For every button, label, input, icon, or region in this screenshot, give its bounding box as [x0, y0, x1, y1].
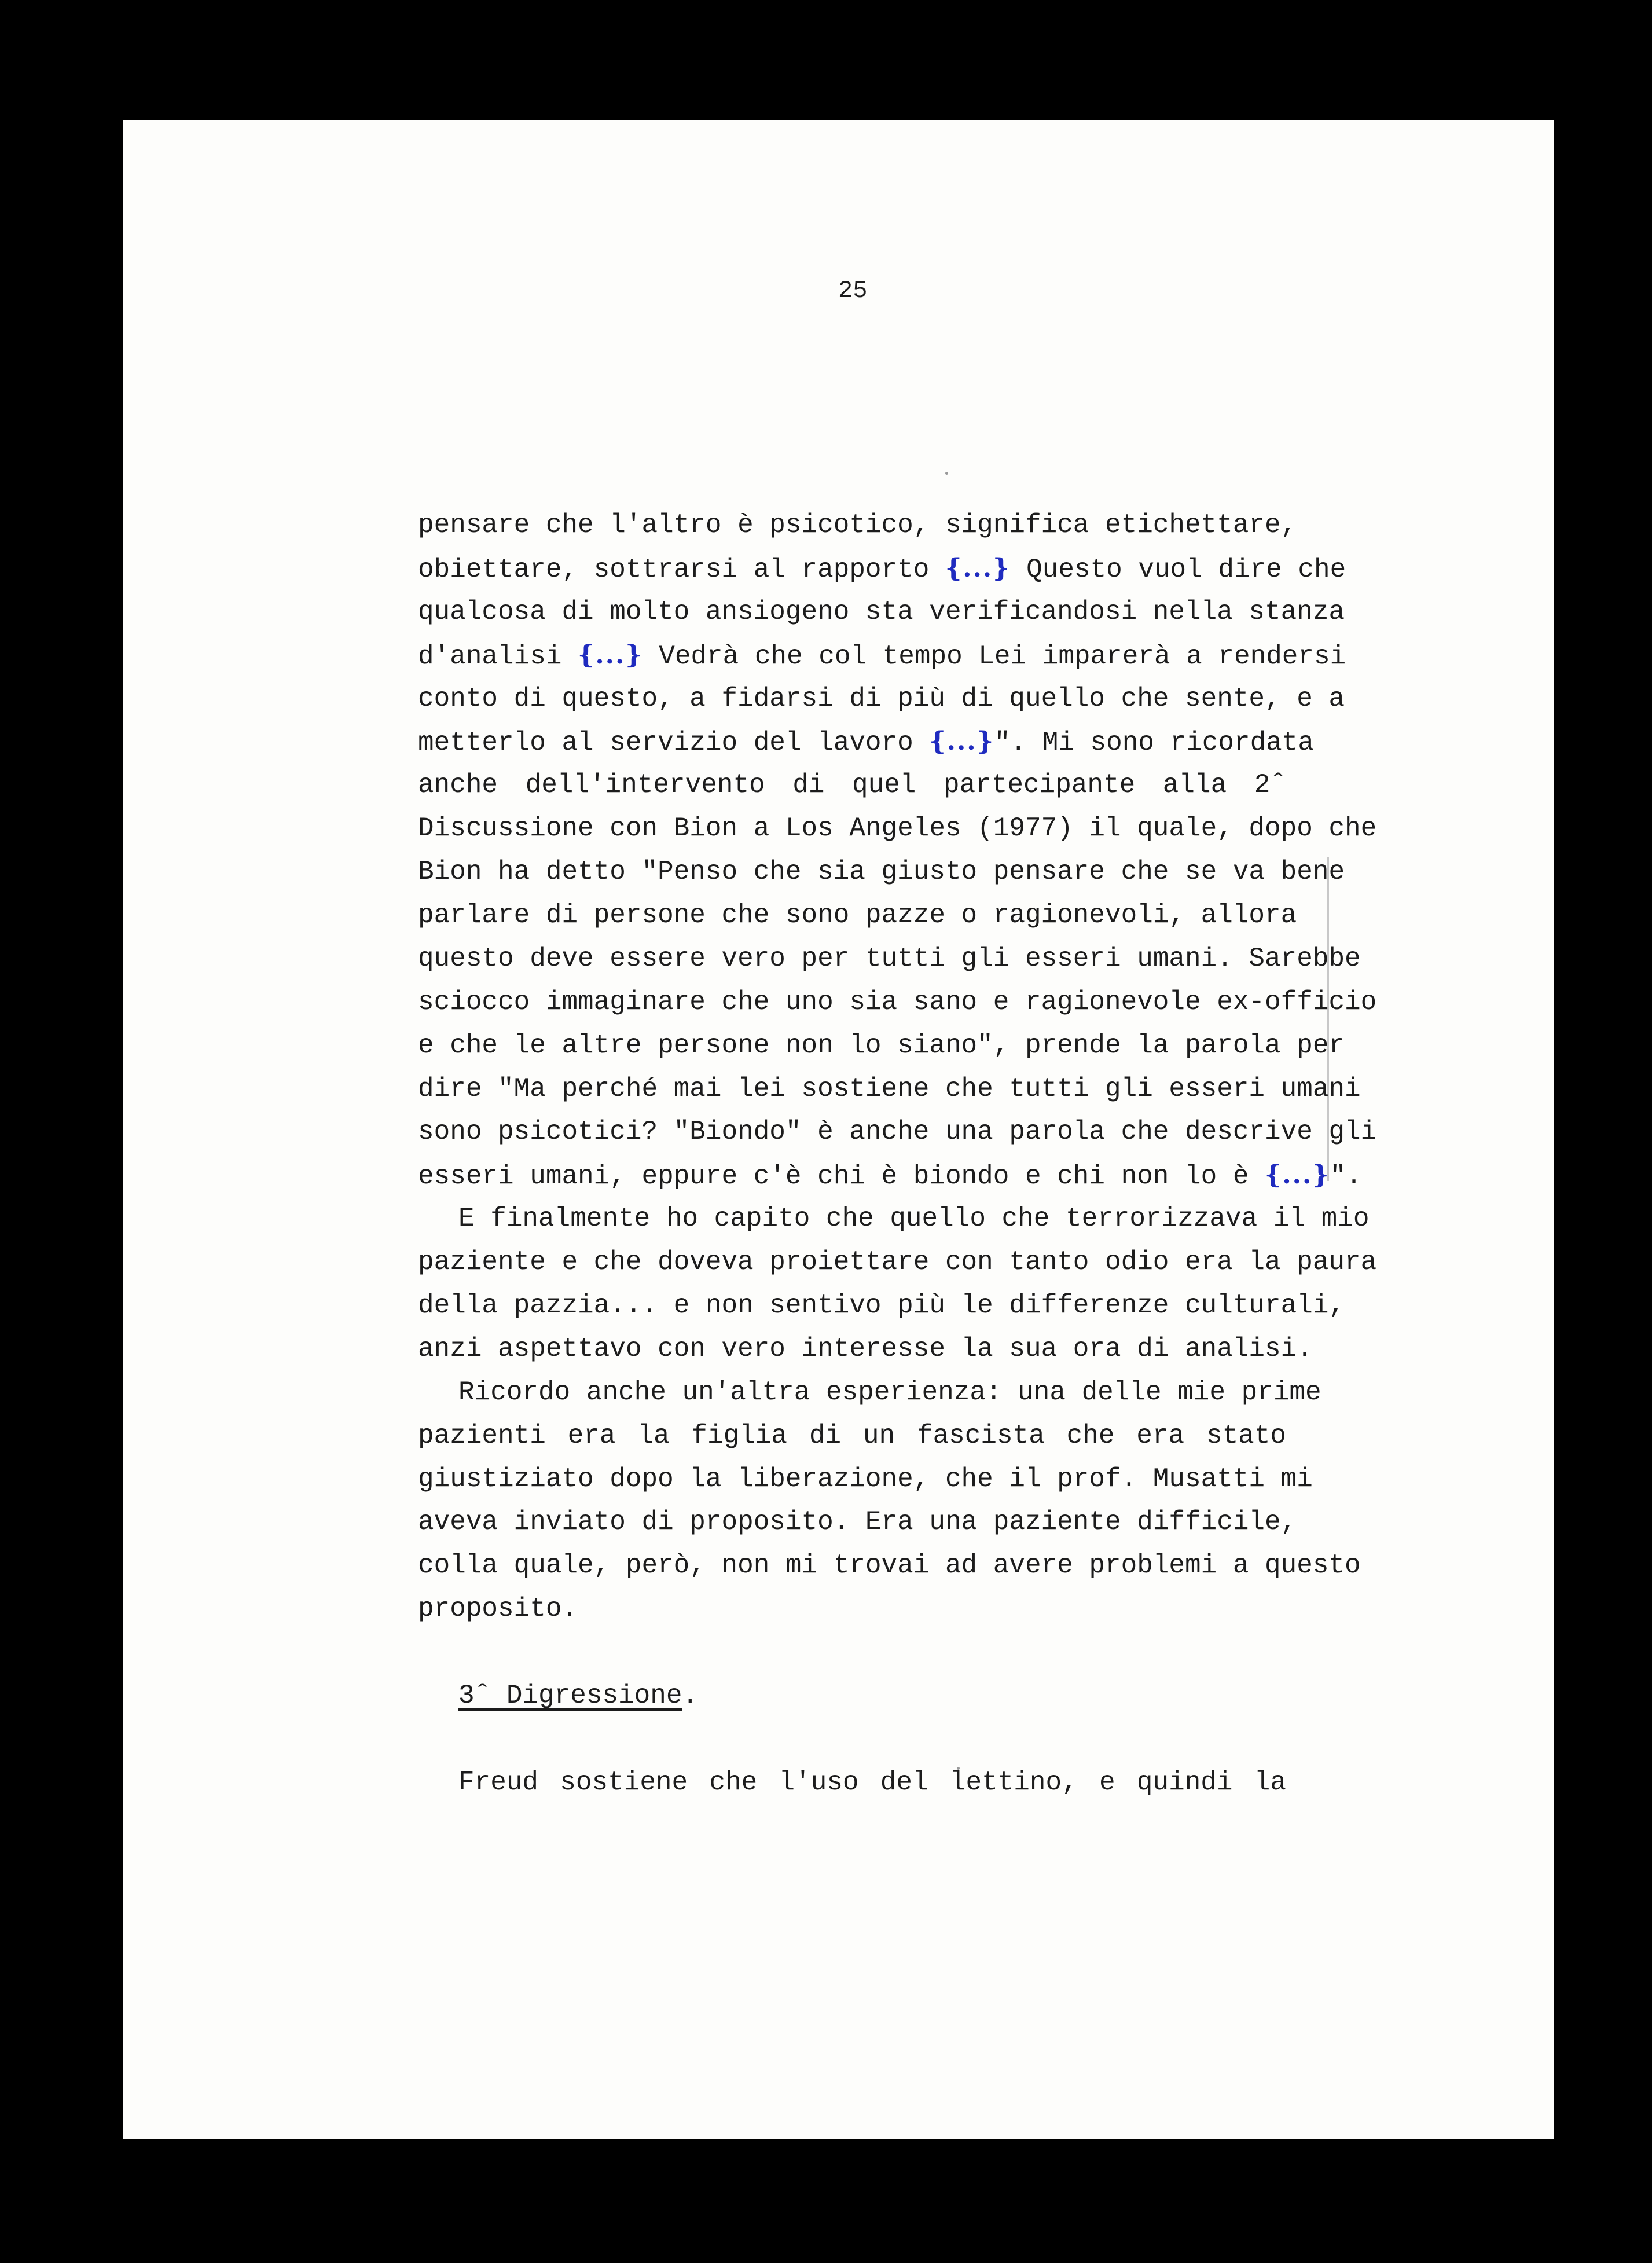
handwritten-ellipsis-mark: {...} [929, 727, 994, 757]
text-line: E finalmente ho capito che quello che terrorizzava il mio [458, 1204, 1370, 1234]
text-line: colla quale, però, non mi trovai ad avere problemi a questo [418, 1550, 1361, 1581]
text-line: pazienti era la figlia di un fascista che era stato [418, 1420, 1286, 1451]
text-line: obiettare, sottrarsi al rapporto {...} Questo vuol dire che [418, 547, 1286, 590]
text-line: metterlo al servizio del lavoro {...}". Mi sono ricordata [418, 720, 1286, 764]
text-line: pensare che l'altro è psicotico, significa etichettare, [418, 510, 1297, 540]
text-line: d'analisi {...} Vedrà che col tempo Lei imparerà a rendersi [418, 634, 1286, 677]
text-line: della pazzia... e non sentivo più le differenze culturali, [418, 1290, 1345, 1321]
text-line: sciocco immaginare che uno sia sano e ragionevole ex-officio [418, 986, 1377, 1017]
text-line: paziente e che doveva proiettare con tanto odio era la paura [418, 1247, 1377, 1278]
text-line: qualcosa di molto ansiogeno sta verificandosi nella stanza [418, 596, 1345, 627]
text-line: sono psicotici? "Biondo" è anche una parola che descrive gli [418, 1117, 1377, 1147]
text-line: Freud sostiene che l'uso del lettino, e quindi la [458, 1767, 1286, 1798]
text-line: proposito. [418, 1594, 578, 1624]
section-heading: 3ˆ Digressione. [458, 1681, 699, 1711]
text-line: Discussione con Bion a Los Angeles (1977) il quale, dopo che [418, 813, 1377, 844]
text-line: esseri umani, eppure c'è chi è biondo e chi non lo è {...}". [418, 1154, 1286, 1197]
handwritten-ellipsis-mark: {...} [945, 553, 1011, 583]
text-line: questo deve essere vero per tutti gli esseri umani. Sarebbe [418, 943, 1361, 974]
spacer [418, 1631, 1286, 1674]
spacer [418, 1718, 1286, 1761]
text-line: anzi aspettavo con vero interesse la sua ora di analisi. [418, 1333, 1313, 1364]
text-line: giustiziato dopo la liberazione, che il prof. Musatti mi [418, 1464, 1313, 1494]
handwritten-ellipsis-mark: {...} [578, 640, 643, 670]
text-line: dire "Ma perché mai lei sostiene che tutti gli esseri umani [418, 1073, 1361, 1104]
text-line: parlare di persone che sono pazze o ragionevoli, allora [418, 900, 1297, 931]
text-line: conto di questo, a fidarsi di più di quello che sente, e a [418, 683, 1345, 714]
text-line: anche dell'intervento di quel partecipante alla 2ˆ [418, 770, 1286, 801]
text-line: Bion ha detto "Penso che sia giusto pensare che se va bene [418, 857, 1345, 887]
body-text [418, 504, 1377, 1804]
text-line: aveva inviato di proposito. Era una paziente difficile, [418, 1507, 1297, 1538]
text-line: Ricordo anche un'altra esperienza: una delle mie prime [458, 1377, 1321, 1407]
page-number: 25 [838, 277, 868, 305]
paper-speck [945, 472, 948, 475]
text-line: e che le altre persone non lo siano", prende la parola per [418, 1030, 1345, 1061]
handwritten-ellipsis-mark: {...} [1265, 1160, 1330, 1190]
